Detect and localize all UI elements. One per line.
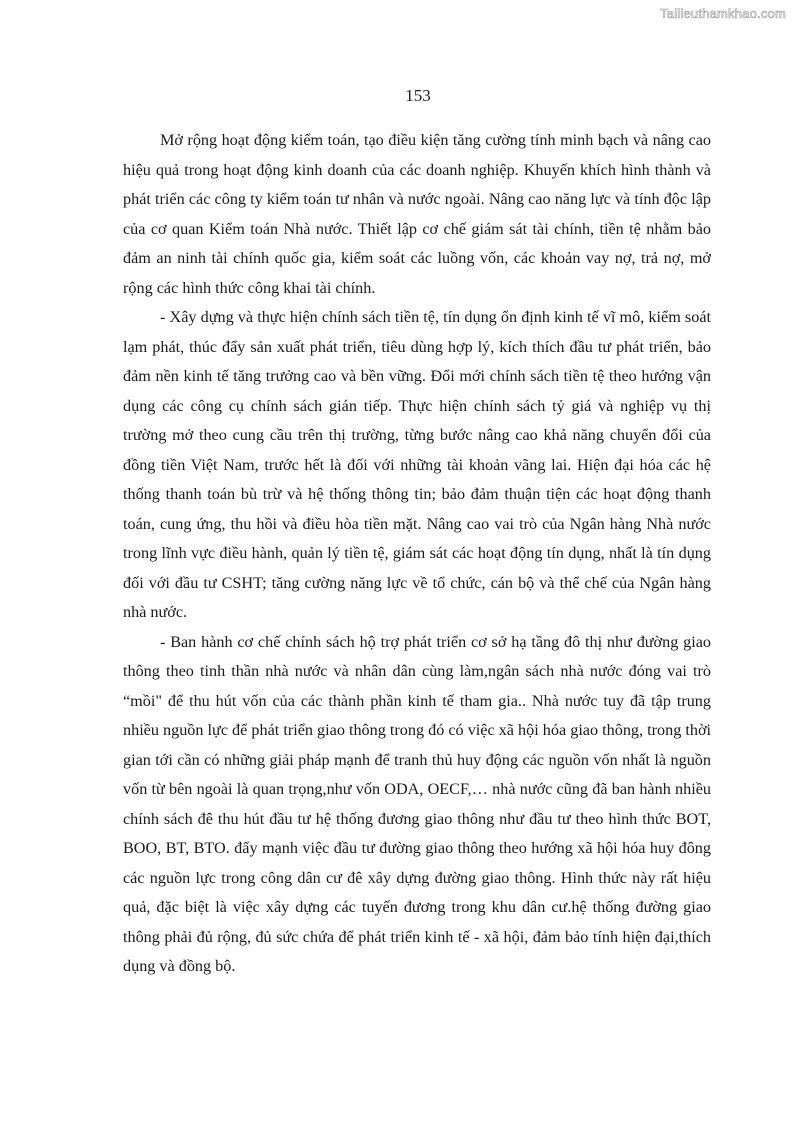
paragraph-infrastructure: - Ban hành cơ chế chính sách hộ trợ phát triển cơ sở hạ tầng đô thị như đường giao thông theo tinh thần nhà nước và nhân dân cùng làm,ngân sách nhà nước đóng vai trò “mồi" để thu hút vốn của các thành phần kinh tế tham gia.. Nhà nước tuy đã tập trung nhiều nguồn lực để phát triển giao thông trong đó có việc xã hội hóa giao thông, trong thời gian tới cần có những giải pháp mạnh để tranh thủ huy động các nguồn vốn nhất là nguồn vốn từ bên ngoài là quan trọng,như vốn ODA, OECF,… nhà nước cũng đã ban hành nhiều chính sách đê thu hút đầu tư hệ thống đương giao thông như đầu tư theo hình thức BOT, BOO, BT, BTO. đẩy mạnh việc đầu tư đường giao thông theo hướng xã hội hóa huy đông các nguồn lực trong công dân cư đê xây dựng đường giao thông. Hình thức này rất hiệu quả, đặc biệt là việc xây dựng các tuyến đương trong khu dân cư.hệ thống đường giao thông phải đủ rộng, đủ sức chứa để phát triển kinh tế - xã hội, đảm bảo tính hiện đại,thích dụng và đồng bộ. <box>123 632 711 975</box>
watermark: Tailieuthamkhao.com <box>660 6 786 21</box>
page-number: 153 <box>405 86 431 105</box>
paragraph-monetary-policy: - Xây dựng và thực hiện chính sách tiền tệ, tín dụng ổn định kinh tế vĩ mô, kiểm soát lạm phát, thúc đẩy sản xuất phát triển, tiêu dùng hợp lý, kích thích đầu tư phát triển, bảo đảm nền kinh tế tăng trưởng cao và bền vững. Đổi mới chính sách tiền tệ theo hướng vận dụng các công cụ chính sách gián tiếp. Thực hiện chính sách tỷ giá và nghiệp vụ thị trường mở theo cung cầu trên thị trường, từng bước nâng cao khả năng chuyển đổi của đồng tiền Việt Nam, trước hết là đối với những tài khoản vãng lai. Hiện đại hóa các hệ thống thanh toán bù trừ và hệ thống thông tin; bảo đảm thuận tiện các hoạt động thanh toán, cung ứng, thu hồi và điều hòa tiền mặt. Nâng cao vai trò của Ngân hàng Nhà nước trong lĩnh vực điều hành, quản lý tiền tệ, giám sát các hoạt động tín dụng, nhất là tín dụng đối với đầu tư CSHT; tăng cường năng lực về tổ chức, cán bộ và thể chế của Ngân hàng nhà nước. <box>123 308 711 621</box>
document-body <box>123 126 711 982</box>
paragraph-audit: Mở rộng hoạt động kiểm toán, tạo điều kiện tăng cường tính minh bạch và nâng cao hiệu quả trong hoạt động kinh doanh của các doanh nghiệp. Khuyến khích hình thành và phát triển các công ty kiểm toán tư nhân và nước ngoài. Nâng cao năng lực và tính độc lập của cơ quan Kiểm toán Nhà nước. Thiết lập cơ chế giám sát tài chính, tiền tệ nhằm bảo đảm an ninh tài chính quốc gia, kiểm soát các luồng vốn, các khoản vay nợ, trả nợ, mở rộng các hình thức công khai tài chính. <box>123 131 711 297</box>
